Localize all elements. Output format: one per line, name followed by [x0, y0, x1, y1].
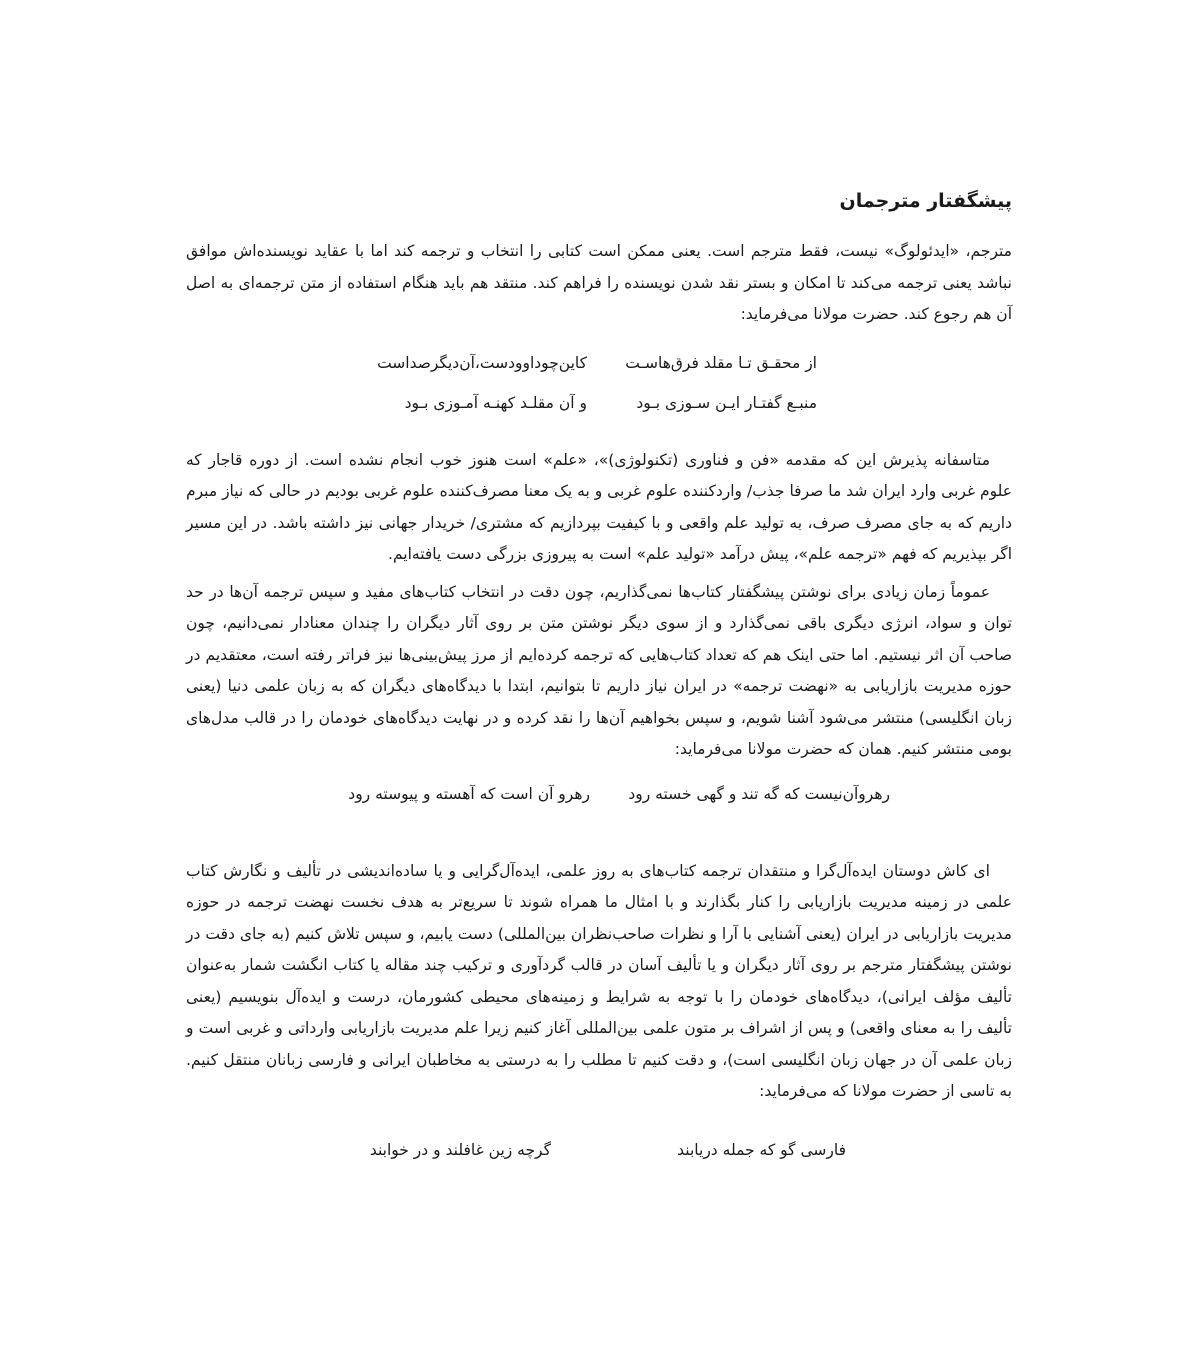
hemistich: منبـع گفتـار ایـن سـوزی بـود [636, 393, 817, 412]
hemistich: کاین‌چوداوودست،آن‌دیگرصداست [377, 353, 587, 372]
poem-line [186, 1130, 846, 1170]
paragraph-4: ای کاش دوستان ایده‌آل‌گرا و منتقدان ترجمه کتاب‌های به روز علمی، ایده‌آل‌گرایی و یا ساده‌اندیشی در تألیف و نگارش کتاب علمی در زمینه مدیریت بازاریابی را کنار بگذارند و با امثال ما همراه شوند تا سریع‌تر به هدف نخست نهضت ترجمه در حوزه مدیریت بازاریابی در ایران (یعنی آشنایی با آرا و نظرات صاحب‌نظران بین‌المللی) دست یابیم، و سپس تلاش کنیم (به جای دقت در نوشتن پیشگفتار مترجم بر روی آثار دیگران و یا تألیف آسان در قالب گردآوری و ترکیب چند مقاله یا کتاب انگشت شمار به‌عنوان تألیف مؤلف ایرانی)، دیدگاه‌های خودمان را با توجه به شرایط و زمینه‌های محیطی کشورمان، درست و ایده‌آل بنویسیم (یعنی تألیف را به معنای واقعی) و پس از اشراف بر متون علمی بین‌المللی آغاز کنیم زیرا علم مدیریت بازاریابی وارداتی و غربی است و زبان علمی آن در جهان زبان انگلیسی است)، و دقت کنیم تا مطلب را به درستی به مخاطبان ایرانی و فارسی زبانان منتقل کنیم. به تاسی از حضرت مولانا که می‌فرماید: [186, 861, 1012, 1100]
poem-line [186, 774, 890, 814]
hemistich: فارسی گو که جمله دریابند [677, 1140, 846, 1159]
hemistich: و آن مقلـد کهنـه آمـوزی بـود [404, 393, 587, 412]
hemistich: از محقـق تـا مقلد فرق‌هاسـت [625, 353, 817, 372]
hemistich: رهرو آن است که آهسته و پیوسته رود [348, 784, 590, 803]
paragraph-3: عموماً زمان زیادی برای نوشتن پیشگفتار کتاب‌ها نمی‌گذاریم، چون دقت در انتخاب کتاب‌های مفید و سپس ترجمه آن‌ها در حد توان و سواد، انرژی دیگری باقی نمی‌گذارد و از سوی دیگر نوشتن متن بر روی آثار دیگران را چندان معنادار نمی‌دانیم، چون صاحب آن اثر نیستیم. اما حتی اینک هم که تعداد کتاب‌هایی که ترجمه کرده‌ایم از مرز پیش‌بینی‌ها نیز فراتر رفته است، معتقدیم در حوزه مدیریت بازاریابی به «نهضت ترجمه» در ایران نیاز داریم تا بتوانیم، ابتدا با دیدگاه‌های دیگران که به زبان علمی دنیا (یعنی زبان انگلیسی) منتشر می‌شود آشنا شویم، و سپس بخواهیم آن‌ها را نقد کرده و در نهایت دیدگاه‌های خودمان را در قالب مدل‌های بومی منتشر کنیم. همان که حضرت مولانا می‌فرماید: [186, 582, 1012, 758]
hemistich: رهروآن‌نیست که گه تند و گهی خسته رود [628, 784, 890, 803]
poem-line [186, 383, 817, 423]
hemistich: گرچه زین غافلند و در خوابند [369, 1140, 551, 1159]
poem-verse-1 [186, 343, 1012, 423]
paragraph-1: مترجم، «ایدئولوگ» نیست، فقط مترجم است. یعنی ممکن است کتابی را انتخاب و ترجمه کند اما با عقاید نویسنده‌اش موافق نباشد یعنی ترجمه می‌کند تا امکان و بستر نقد شدن نویسنده را فراهم کند. منتقد هم باید هنگام استفاده از متن ترجمه‌ای به اصل آن هم رجوع کند. حضرت مولانا می‌فرماید: [186, 242, 1012, 323]
paragraph-2: متاسفانه پذیرش این که مقدمه «فن و فناوری (تکنولوژی)»، «علم» است هنوز خوب انجام نشده است. از دوره قاجار که علوم غربی وارد ایران شد ما صرفا جذب/ واردکننده علوم غربی و به یک معنا مصرف‌کننده علوم غربی بودیم در حالی که نیاز مبرم داریم که به جای مصرف صرف، به تولید علم واقعی و با کیفیت بپردازیم که مشتری/ خریدار جهانی نیز داشته باشد. در این مسیر اگر بپذیریم که فهم «ترجمه علم»، پیش درآمد «تولید علم» است به پیروزی بزرگی دست یافته‌ایم. [186, 450, 1012, 563]
poem-verse-3 [186, 1130, 1012, 1170]
poem-line [186, 343, 817, 383]
page-title: پیشگفتار مترجمان [839, 190, 1012, 212]
document-content [186, 184, 1012, 1170]
poem-verse-2 [186, 774, 1012, 814]
